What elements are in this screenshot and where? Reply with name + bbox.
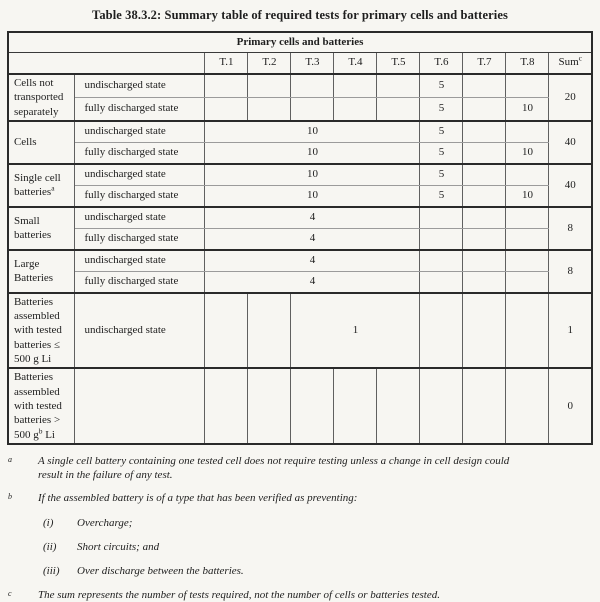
test-value-cell: 4 [205, 228, 420, 250]
sub-item-marker: (ii) [43, 541, 57, 554]
state-cell: undischarged state [75, 121, 205, 143]
empty-cell [291, 74, 334, 97]
test-value-cell: 10 [506, 142, 549, 164]
empty-cell [205, 97, 248, 120]
table-row [8, 207, 592, 229]
test-value-cell: 10 [205, 121, 420, 143]
footnotes-section [0, 454, 600, 602]
table-row [8, 185, 592, 207]
test-value-cell: 10 [506, 185, 549, 207]
test-value-cell: 5 [420, 121, 463, 143]
state-cell: undischarged state [75, 164, 205, 186]
col-header-t3: T.3 [291, 53, 334, 75]
empty-cell [291, 97, 334, 120]
table-row [8, 250, 592, 272]
footnote-c [8, 588, 592, 602]
empty-cell [463, 228, 506, 250]
col-header-t2: T.2 [248, 53, 291, 75]
sum-cell: 0 [549, 368, 592, 443]
state-cell: fully discharged state [75, 142, 205, 164]
summary-table [7, 31, 593, 445]
col-header-t5: T.5 [377, 53, 420, 75]
empty-cell [463, 250, 506, 272]
category-cell: Small batteries [8, 207, 75, 250]
empty-cell [420, 293, 463, 368]
empty-cell [506, 207, 549, 229]
category-cell: Large Batteries [8, 250, 75, 293]
empty-cell [377, 74, 420, 97]
test-value-cell: 10 [205, 164, 420, 186]
test-value-cell: 4 [205, 250, 420, 272]
test-value-cell [506, 121, 549, 143]
empty-cell [334, 74, 377, 97]
col-header-t8: T.8 [506, 53, 549, 75]
empty-cell [420, 368, 463, 443]
empty-cell [248, 368, 291, 443]
table-header-row [8, 53, 592, 75]
sub-item-marker: (i) [43, 516, 54, 529]
category-cell: Batteries assembled with tested batteries ≤ 500 g Li [8, 293, 75, 368]
table-row [8, 164, 592, 186]
empty-cell [463, 142, 506, 164]
test-value-cell: 5 [420, 164, 463, 186]
page-title: Table 38.3.2: Summary table of required tests for primary cells and batteries [92, 8, 508, 22]
test-value-cell: 10 [205, 185, 420, 207]
footnote-marker: c [8, 588, 12, 598]
empty-cell [506, 271, 549, 293]
empty-cell [463, 121, 506, 143]
footnote-sub-item [43, 516, 357, 530]
empty-cell [205, 74, 248, 97]
empty-cell [463, 207, 506, 229]
empty-header-cell [8, 53, 205, 75]
table-row [8, 293, 592, 368]
empty-cell [506, 250, 549, 272]
state-cell: fully discharged state [75, 97, 205, 120]
empty-cell [377, 368, 420, 443]
empty-cell [334, 368, 377, 443]
empty-cell [334, 97, 377, 120]
footnote-sub-item [43, 540, 357, 554]
state-cell: fully discharged state [75, 185, 205, 207]
table-banner: Primary cells and batteries [8, 32, 592, 53]
col-header-t7: T.7 [463, 53, 506, 75]
empty-cell [506, 368, 549, 443]
sum-cell: 1 [549, 293, 592, 368]
col-header-t4: T.4 [334, 53, 377, 75]
table-row [8, 97, 592, 120]
state-cell: fully discharged state [75, 228, 205, 250]
sub-item-marker: (iii) [43, 565, 60, 578]
empty-cell [248, 293, 291, 368]
empty-cell [205, 368, 248, 443]
category-label-suffix: Li [42, 428, 55, 441]
empty-cell [248, 74, 291, 97]
table-row [8, 271, 592, 293]
test-value-cell: 10 [205, 142, 420, 164]
state-cell: fully discharged state [75, 271, 205, 293]
test-value-cell [506, 74, 549, 97]
col-header-t6: T.6 [420, 53, 463, 75]
empty-cell [463, 185, 506, 207]
empty-cell [463, 293, 506, 368]
sum-footnote-ref: c [578, 53, 583, 63]
test-value-cell: 1 [291, 293, 420, 368]
category-label: Single cell batteries [13, 172, 61, 199]
category-cell [8, 164, 75, 207]
empty-cell [463, 97, 506, 120]
category-footnote-ref: a [51, 183, 55, 193]
footnote-b [8, 491, 592, 578]
empty-cell [463, 271, 506, 293]
table-row [8, 228, 592, 250]
test-value-cell: 10 [506, 97, 549, 120]
empty-cell [506, 293, 549, 368]
empty-cell [420, 228, 463, 250]
category-label: Batteries assembled with tested batteries > 500 g [13, 371, 62, 441]
footnote-text: The sum represents the number of tests required, not the number of cells or batteries tested. [38, 588, 440, 601]
empty-cell [463, 164, 506, 186]
table-row [8, 368, 592, 443]
table-row [8, 142, 592, 164]
sum-cell: 8 [549, 250, 592, 293]
category-cell: Cells not transported separately [8, 74, 75, 121]
footnote-text: A single cell battery containing one tested cell does not require testing unless a change in cell design could result in the failure of any test. [38, 454, 510, 482]
sub-item-text: Short circuits; and [77, 541, 160, 554]
sum-cell: 40 [549, 164, 592, 207]
state-cell: undischarged state [75, 207, 205, 229]
sum-cell: 40 [549, 121, 592, 164]
footnote-text: If the assembled battery is of a type that has been verified as preventing: [38, 492, 358, 505]
empty-cell [248, 97, 291, 120]
col-header-t1: T.1 [205, 53, 248, 75]
table-row [8, 74, 592, 97]
table-row [8, 32, 592, 53]
sum-label: Sum [558, 56, 579, 69]
footnote-sub-item [43, 564, 357, 578]
empty-cell [291, 368, 334, 443]
category-cell [8, 368, 75, 443]
state-cell: undischarged state [75, 74, 205, 97]
empty-cell [463, 368, 506, 443]
empty-cell [463, 74, 506, 97]
state-cell: undischarged state [75, 250, 205, 272]
table-row [8, 121, 592, 143]
empty-cell [377, 97, 420, 120]
footnote-marker: a [8, 454, 12, 464]
category-cell: Cells [8, 121, 75, 164]
category-footnote-ref: b [38, 425, 43, 435]
empty-cell [506, 228, 549, 250]
test-value-cell: 5 [420, 185, 463, 207]
sub-item-text: Overcharge; [77, 516, 133, 529]
footnote-a [8, 454, 592, 483]
empty-cell [420, 250, 463, 272]
footnote-marker: b [8, 492, 12, 502]
sub-item-text: Over discharge between the batteries. [77, 565, 244, 578]
test-value-cell: 4 [205, 271, 420, 293]
state-cell [75, 368, 205, 443]
empty-cell [420, 271, 463, 293]
state-cell: undischarged state [75, 293, 205, 368]
sum-cell: 20 [549, 74, 592, 121]
test-value-cell: 5 [420, 74, 463, 97]
test-value-cell: 5 [420, 142, 463, 164]
empty-cell [205, 293, 248, 368]
test-value-cell: 5 [420, 97, 463, 120]
col-header-sum [549, 53, 592, 75]
test-value-cell: 4 [205, 207, 420, 229]
empty-cell [420, 207, 463, 229]
sum-cell: 8 [549, 207, 592, 250]
test-value-cell [506, 164, 549, 186]
